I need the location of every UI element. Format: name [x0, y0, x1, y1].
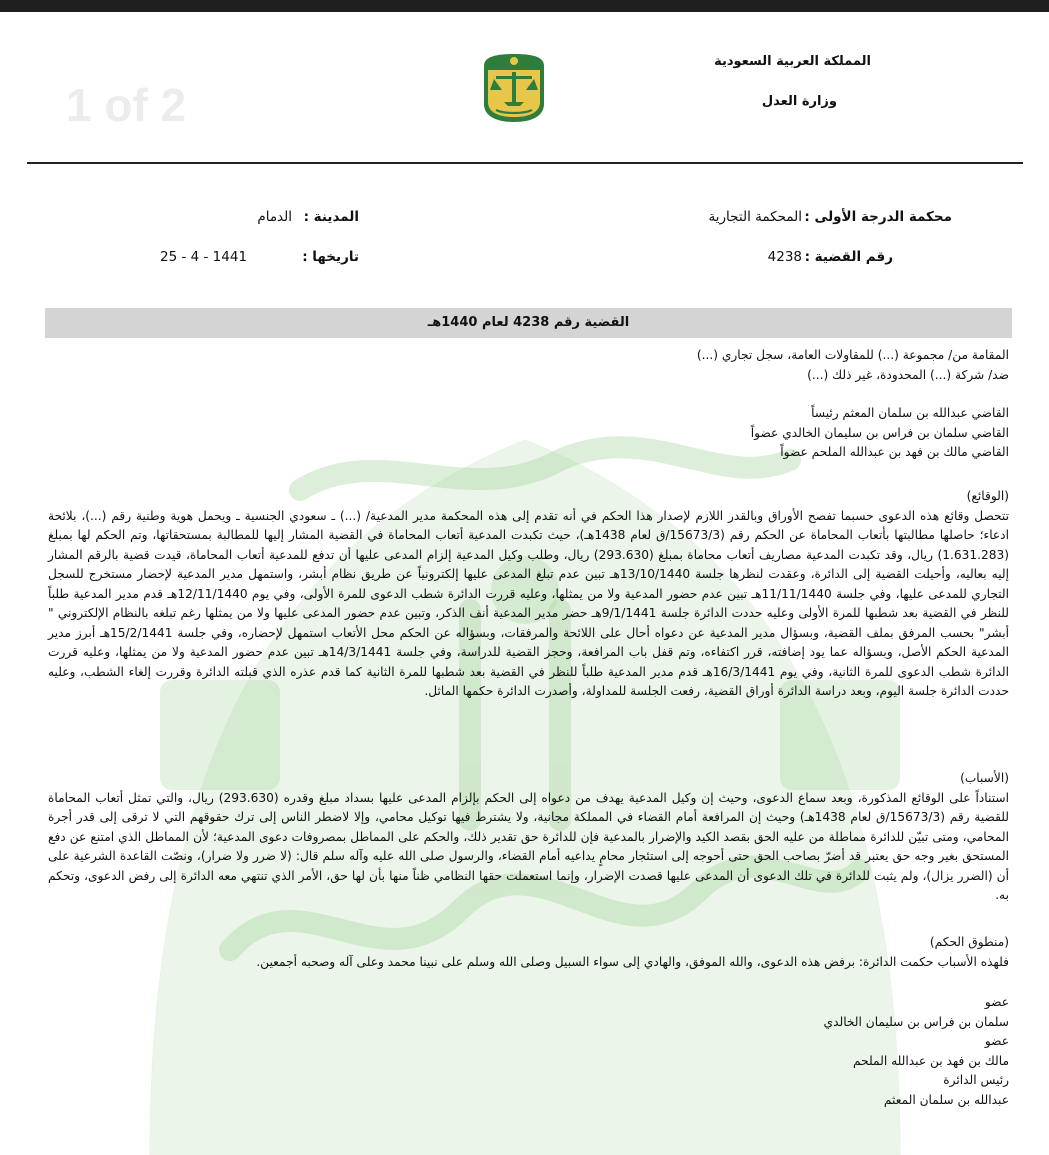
verdict-heading: (منطوق الحكم) — [929, 935, 1009, 949]
facts-section — [48, 487, 1009, 702]
defendant-line: ضد/ شركة (...) المحدودة، غير ذلك (...) — [807, 367, 1009, 382]
judge-line: القاضي مالك بن فهد بن عبدالله الملحم عضواً — [780, 445, 1009, 459]
city-value: الدمام — [257, 209, 292, 225]
judges-block — [48, 404, 1009, 463]
facts-text: تتحصل وقائع هذه الدعوى حسبما تفصح الأوراق وبالقدر اللازم لإصدار هذا الحكم في أنه تقدم إلى هذه المحكمة مدير المدعية/ (...) ـ سعودي الجنسية ـ ويحمل هوية وطنية رقم (...)، بلائحة ادعاء؛ حاصلها مطالبتها بأتعاب المحاماة عن الحكم رقم (15673/3/ق لعام 1438هـ)، حيث تكبدت المدعية أتعاب المحاماة في القضية المشار إليها للمطالبة بمستحقاتها، وتم الحكم لها بمبلغ (1.631.283) ريال، وقد تكبدت المدعية مصاريف أتعاب محاماة بمبلغ (293.630) ريال، وطلب وكيل المدعية إلزام المدعى عليها أن تدفع للمدعية أتعاب المحاماة، قيدت قضية بالرقم المشار إليه بعاليه، وأحيلت القضية إلى الدائرة، وعقدت لنظرها جلسة 13/10/1440هـ تبين عدم تبلغ المدعى عليها إلكترونياً عن طريق نظام أبشر، واستمهل مدير المدعية لإحضار مستخرج للسجل التجاري للمدعى عليها، وفي جلسة 11/11/1440هـ تبين عدم حضور المدعية ولا من يمثلها، وعليه قررت الدائرة شطب الدعوى للمرة الأولى، وفي يوم 12/11/1440هـ قدم مدير المدعية طلباً للنظر في القضية بعد شطبها للمرة الأولى وعليه حددت الدائرة جلسة 9/1/1441هـ حضر مدير المدعية أنف الذكر، وتبين عدم حضور المدعى عليها ولا من يمثلها رغم تبلغه بالنظام الإلكتروني " أبشر" بحسب المرفق بملف القضية، وبسؤال مدير المدعية عن دعواه أحال على اللائحة والمرفقات، وبسؤاله عن الحكم محل الأتعاب استمهل لإحضاره، وفي جلسة 15/2/1441هـ أبرز مدير المدعية الحكم الأصل، وبسؤاله عما يود إضافته، قرر اكتفاءه، وتم قفل باب المرافعة، وحجز القضية للدراسة، وفي جلسة 14/3/1441هـ تبين عدم حضور المدعية ولا من يمثلها، وعليه قررت الدائرة شطب الدعوى للمرة الثانية، وفي يوم 16/3/1441هـ قدم مدير المدعية طلباً للنظر في القضية بعد شطبها للمرة الثانية كما قدم عذره الذي قبلته الدائرة وقررت إلغاء الشطب، وعليه حددت الدائرة جلسة اليوم، وبعد دراسة الدائرة أوراق القضية، رفعت الجلسة للمداولة، وأصدرت الدائرة حكمها الماثل. — [48, 508, 1010, 698]
reasons-text: استناداً على الوقائع المذكورة، وبعد سماع الدعوى، وحيث إن وكيل المدعية يهدف من دعواه إلى الحكم بإلزام المدعى عليها بسداد مبلغ وقدره (293.630) ريال، والتي تمثل أتعاب المحاماة للقضية رقم (15673/3/ق لعام 1438هـ) وحيث إن المرافعة أمام القضاء في المملكة مجانية، ولا يشترط فيها توكيل محامي، وإلا لاضطر الناس إلى ترك حقوقهم التي لا ترقى إلى قدر أجرة المحامي، ومتى تبيّن للدائرة مماطلة من عليه الحق بقصد الكيد والإضرار بالمدعية فإن للدائرة حق تقدير ذلك، والحكم على المماطل بمصروفات دعوى المدعية؛ لأن المماطل الذي امتنع عن دفع المستحق بغير وجه حق يعتبر قد أضرّ بصاحب الحق حتى أحوجه إلى استئجار محامٍ يداعيه أمام القضاء، والرسول صلى الله عليه وآله سلم قال: (لا ضرر ولا ضرار)، ونصّت القاعدة الشرعية على أن (الضرر يزال)، ولم يثبت للدائرة في تلك الدعوى أن المدعى عليها قصدت الإضرار، وإنما استعملت حقها النظامي ظناً منها بأن لها حق، الأمر الذي تنتهي معه الدائرة إلى رفض الدعوى، وتحكم به. — [48, 790, 1009, 902]
case-title: القضية رقم 4238 لعام 1440هـ — [45, 308, 1012, 338]
signature-name: مالك بن فهد بن عبدالله الملحم — [853, 1053, 1009, 1068]
city-label: المدينة : — [303, 209, 359, 225]
signature-name: سلمان بن فراس بن سليمان الخالدي — [823, 1014, 1009, 1029]
court-label: محكمة الدرجة الأولى : — [804, 209, 952, 225]
judge-line: القاضي سلمان بن فراس بن سليمان الخالدي عضواً — [750, 425, 1009, 440]
verdict-text: فلهذه الأسباب حكمت الدائرة: برفض هذه الدعوى، والله الموفق، والهادي إلى سواء السبيل وصلى الله وسلم على نبينا محمد وعلى آله وصحبه أجمعين. — [256, 954, 1009, 969]
top-dark-bar — [0, 0, 1049, 12]
reasons-section — [48, 769, 1009, 906]
kingdom-name: المملكة العربية السعودية — [714, 54, 871, 69]
case-number-label: رقم القضية : — [804, 249, 893, 265]
ministry-name: وزارة العدل — [761, 94, 837, 109]
verdict-section — [48, 933, 1009, 972]
facts-heading: (الوقائع) — [966, 489, 1009, 503]
court-value: المحكمة التجارية — [708, 209, 802, 225]
signature-name: عبدالله بن سلمان المعثم — [883, 1092, 1009, 1107]
signature-role: عضو — [984, 995, 1009, 1009]
ministry-logo-icon — [478, 52, 550, 124]
date-value: 25 - 4 - 1441 — [160, 249, 248, 265]
date-label: تاريخها : — [302, 249, 359, 265]
page-indicator: 1 of 2 — [66, 79, 187, 131]
signature-role: عضو — [984, 1034, 1009, 1048]
plaintiff-line: المقامة من/ مجموعة (...) للمقاولات العامة، سجل تجاري (...) — [696, 348, 1009, 362]
signatures-block — [48, 993, 1009, 1110]
reasons-heading: (الأسباب) — [960, 771, 1009, 785]
signature-role: رئيس الدائرة — [943, 1073, 1009, 1087]
header-divider — [27, 162, 1023, 164]
parties-block — [48, 346, 1009, 385]
case-number-value: 4238 — [767, 249, 802, 265]
judge-line: القاضي عبدالله بن سلمان المعثم رئيساً — [811, 406, 1009, 420]
